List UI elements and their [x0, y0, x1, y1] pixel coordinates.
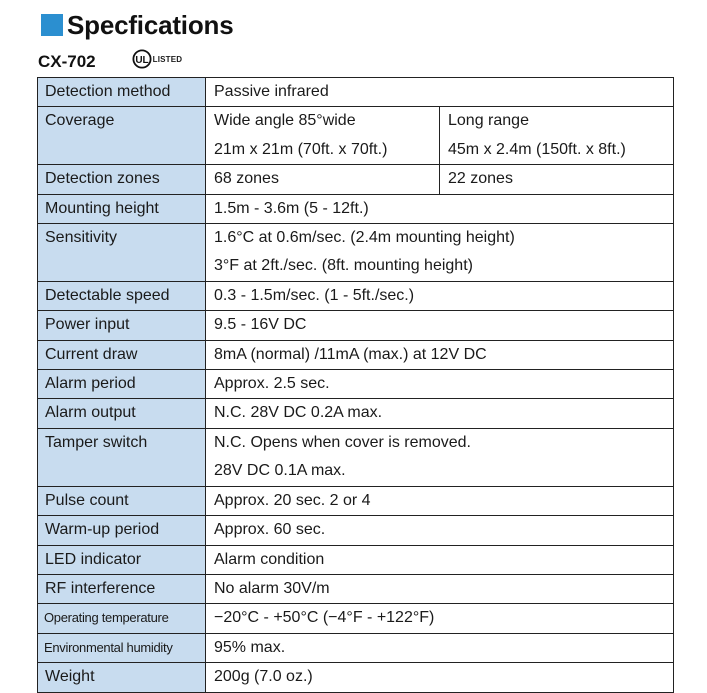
- sensitivity-line-1: 1.6°C at 0.6m/sec. (2.4m mounting height): [214, 229, 515, 247]
- tamper-switch-line-1: N.C. Opens when cover is removed.: [214, 433, 471, 451]
- table-row: [38, 516, 674, 545]
- row-label-coverage: Coverage: [38, 107, 206, 165]
- model-number: CX-702: [38, 52, 96, 71]
- row-value-warm-up-period: Approx. 60 sec.: [206, 516, 674, 545]
- row-value-operating-temperature: −20°C - +50°C (−4°F - +122°F): [206, 604, 674, 633]
- sensitivity-line-2: 3°F at 2ft./sec. (8ft. mounting height): [214, 257, 473, 275]
- row-value-environmental-humidity: 95% max.: [206, 633, 674, 662]
- row-label-power-input: Power input: [38, 311, 206, 340]
- row-value-rf-interference: No alarm 30V/m: [206, 574, 674, 603]
- row-label-weight: Weight: [38, 663, 206, 692]
- tamper-switch-line-2: 28V DC 0.1A max.: [214, 462, 346, 480]
- table-row: [38, 281, 674, 310]
- row-value-coverage-long: [440, 107, 674, 165]
- row-label-tamper-switch: Tamper switch: [38, 428, 206, 486]
- coverage-long-title: Long range: [448, 112, 529, 130]
- row-label-operating-temperature: Operating temperature: [38, 604, 206, 633]
- table-row: [38, 340, 674, 369]
- table-row: [38, 663, 674, 692]
- page-title: Specfications: [67, 9, 234, 40]
- row-label-pulse-count: Pulse count: [38, 486, 206, 515]
- row-label-detectable-speed: Detectable speed: [38, 281, 206, 310]
- row-value-detection-zones-long: 22 zones: [440, 165, 674, 194]
- row-value-detection-zones-wide: 68 zones: [206, 165, 440, 194]
- title-square-icon: [41, 14, 63, 36]
- table-row: [38, 633, 674, 662]
- row-value-detection-method: Passive infrared: [206, 78, 674, 107]
- coverage-wide-title: Wide angle 85°wide: [214, 112, 356, 130]
- row-label-current-draw: Current draw: [38, 340, 206, 369]
- table-row: [38, 224, 674, 282]
- row-label-warm-up-period: Warm-up period: [38, 516, 206, 545]
- svg-text:UL: UL: [134, 54, 149, 66]
- row-value-coverage-wide: [206, 107, 440, 165]
- row-label-alarm-period: Alarm period: [38, 370, 206, 399]
- table-row: [38, 311, 674, 340]
- ul-logo-icon: [132, 49, 152, 69]
- row-value-tamper-switch: [206, 428, 674, 486]
- model-header: [38, 48, 182, 72]
- coverage-long-value: 45m x 2.4m (150ft. x 8ft.): [448, 140, 626, 158]
- page-header: [41, 10, 233, 40]
- row-value-current-draw: 8mA (normal) /11mA (max.) at 12V DC: [206, 340, 674, 369]
- ul-listed-logo: [132, 49, 183, 69]
- coverage-wide-value: 21m x 21m (70ft. x 70ft.): [214, 140, 388, 158]
- row-value-sensitivity: [206, 224, 674, 282]
- table-row: [38, 486, 674, 515]
- row-label-environmental-humidity: Environmental humidity: [38, 633, 206, 662]
- table-row: [38, 78, 674, 107]
- row-value-led-indicator: Alarm condition: [206, 545, 674, 574]
- row-label-mounting-height: Mounting height: [38, 194, 206, 223]
- table-row: [38, 545, 674, 574]
- table-row: [38, 107, 674, 165]
- table-row: [38, 428, 674, 486]
- row-value-pulse-count: Approx. 20 sec. 2 or 4: [206, 486, 674, 515]
- table-row: [38, 370, 674, 399]
- row-value-alarm-period: Approx. 2.5 sec.: [206, 370, 674, 399]
- specifications-table: [37, 77, 674, 693]
- table-row: [38, 574, 674, 603]
- table-row: [38, 604, 674, 633]
- ul-listed-label: LISTED: [152, 54, 183, 64]
- row-value-weight: 200g (7.0 oz.): [206, 663, 674, 692]
- table-row: [38, 194, 674, 223]
- row-label-rf-interference: RF interference: [38, 574, 206, 603]
- row-value-alarm-output: N.C. 28V DC 0.2A max.: [206, 399, 674, 428]
- table-row: [38, 165, 674, 194]
- row-label-detection-method: Detection method: [38, 78, 206, 107]
- row-value-detectable-speed: 0.3 - 1.5m/sec. (1 - 5ft./sec.): [206, 281, 674, 310]
- row-label-led-indicator: LED indicator: [38, 545, 206, 574]
- table-row: [38, 399, 674, 428]
- row-label-sensitivity: Sensitivity: [38, 224, 206, 282]
- row-label-detection-zones: Detection zones: [38, 165, 206, 194]
- row-label-alarm-output: Alarm output: [38, 399, 206, 428]
- row-value-power-input: 9.5 - 16V DC: [206, 311, 674, 340]
- row-value-mounting-height: 1.5m - 3.6m (5 - 12ft.): [206, 194, 674, 223]
